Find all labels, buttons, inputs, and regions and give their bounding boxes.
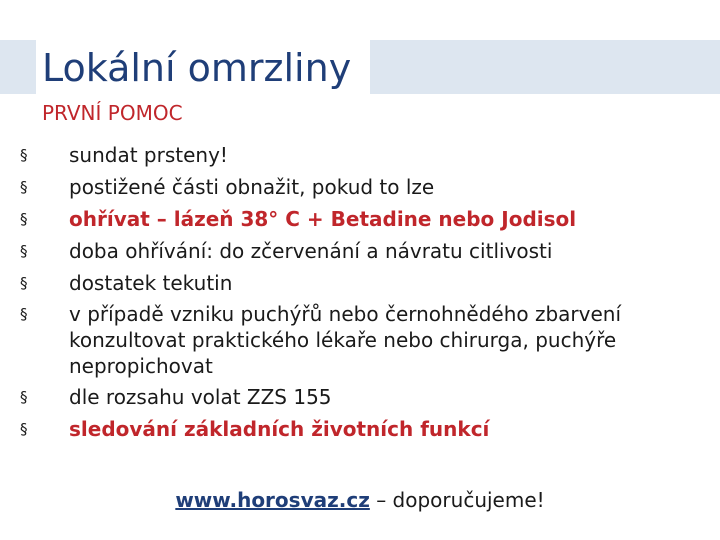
bullet-text: ohřívat – lázeň 38° C + Betadine nebo Jodisol — [69, 207, 577, 231]
bullet-item-remove-rings — [20, 141, 700, 169]
bullet-item-fluids — [20, 269, 700, 297]
bullet-item-vital-signs — [20, 415, 700, 443]
bullet-marker: § — [20, 178, 28, 196]
bullet-marker: § — [20, 388, 28, 406]
footer-suffix: – doporučujeme! — [369, 488, 545, 512]
bullet-marker: § — [20, 210, 28, 228]
bullet-text: dostatek tekutin — [69, 271, 233, 295]
slide-subtitle: PRVNÍ POMOC — [42, 101, 183, 125]
bullet-item-blisters — [20, 301, 700, 379]
bullet-text: postižené části obnažit, pokud to lze — [69, 175, 435, 199]
bullet-item-expose-parts — [20, 173, 700, 201]
bullet-item-warming-duration — [20, 237, 700, 265]
footer-recommendation — [0, 486, 720, 514]
slide-title: Lokální omrzliny — [42, 46, 352, 90]
bullet-text: v případě vzniku puchýřů nebo černohnědého zbarvení konzultovat praktického lékaře nebo chirurga, puchýře nepropichovat — [69, 302, 622, 378]
bullet-list — [20, 141, 700, 447]
bullet-text: dle rozsahu volat ZZS 155 — [69, 385, 332, 409]
bullet-marker: § — [20, 305, 28, 323]
bullet-marker: § — [20, 274, 28, 292]
bullet-text: doba ohřívání: do zčervenání a návratu citlivosti — [69, 239, 553, 263]
bullet-item-call-ems — [20, 383, 700, 411]
bullet-marker: § — [20, 420, 28, 438]
bullet-marker: § — [20, 146, 28, 164]
bullet-text: sledování základních životních funkcí — [69, 417, 490, 441]
bullet-marker: § — [20, 242, 28, 260]
website-link[interactable]: www.horosvaz.cz — [175, 488, 370, 512]
bullet-item-warm-bath — [20, 205, 700, 233]
bullet-text: sundat prsteny! — [69, 143, 228, 167]
